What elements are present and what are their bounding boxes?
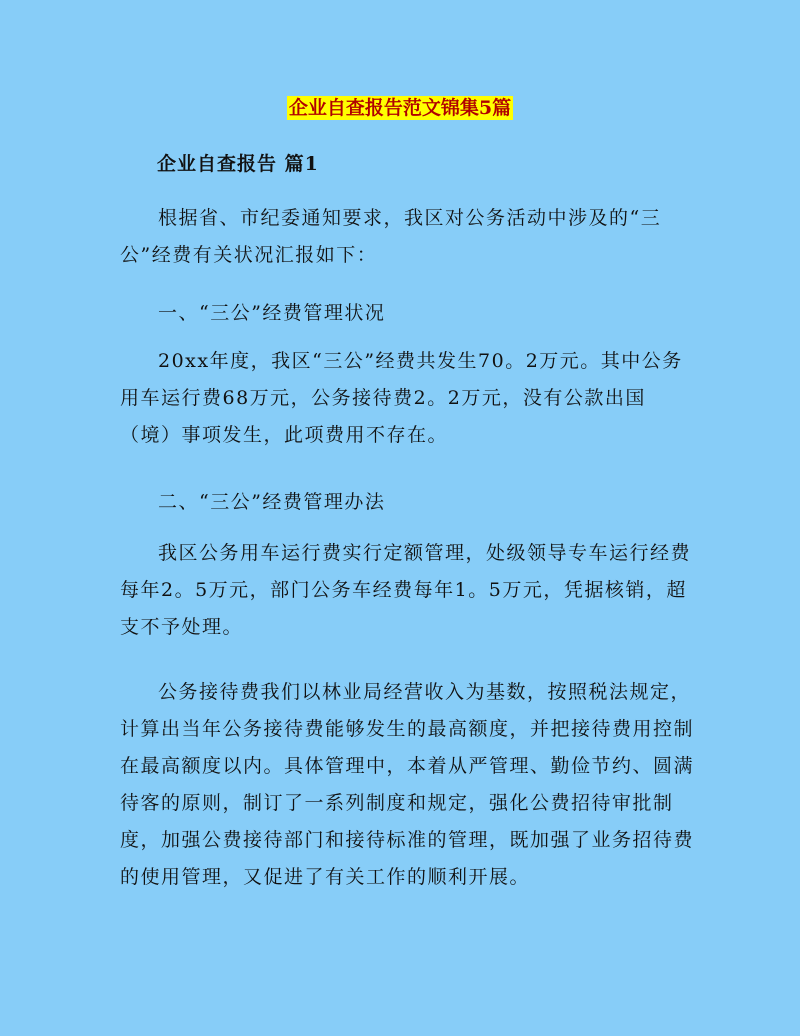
paragraph-vehicle-management: 我区公务用车运行费实行定额管理，处级领导专车运行经费每年2。5万元，部门公务车经费每年1。5万元，凭据核销，超支不予处理。 [120,542,692,638]
paragraph-expense-summary: 20xx年度，我区“三公”经费共发生70。2万元。其中公务用车运行费68万元，公务接待费2。2万元，没有公款出国（境）事项发生，此项费用不存在。 [120,350,683,446]
paragraph-heading-method: 二、“三公”经费管理办法 [158,491,386,513]
document-title-text: 企业自查报告范文锦集5篇 [288,97,512,119]
paragraph-intro: 根据省、市纪委通知要求，我区对公务活动中涉及的“三公”经费有关状况汇报如下： [120,207,662,266]
paragraph-reception-management: 公务接待费我们以林业局经营收入为基数，按照税法规定，计算出当年公务接待费能够发生的最高额度，并把接待费用控制在最高额度以内。具体管理中，本着从严管理、勤俭节约、圆满待客的原则，制订了一系列制度和规定，强化公费招待审批制度，加强公费接待部门和接待标准的管理，既加强了业务招待费的使用管理，又促进了有关工作的顺利开展。 [120,681,695,888]
document-title [0,93,800,123]
paragraph-heading-status: 一、“三公”经费管理状况 [158,302,386,324]
section-heading: 企业自查报告 篇1 [157,153,319,175]
